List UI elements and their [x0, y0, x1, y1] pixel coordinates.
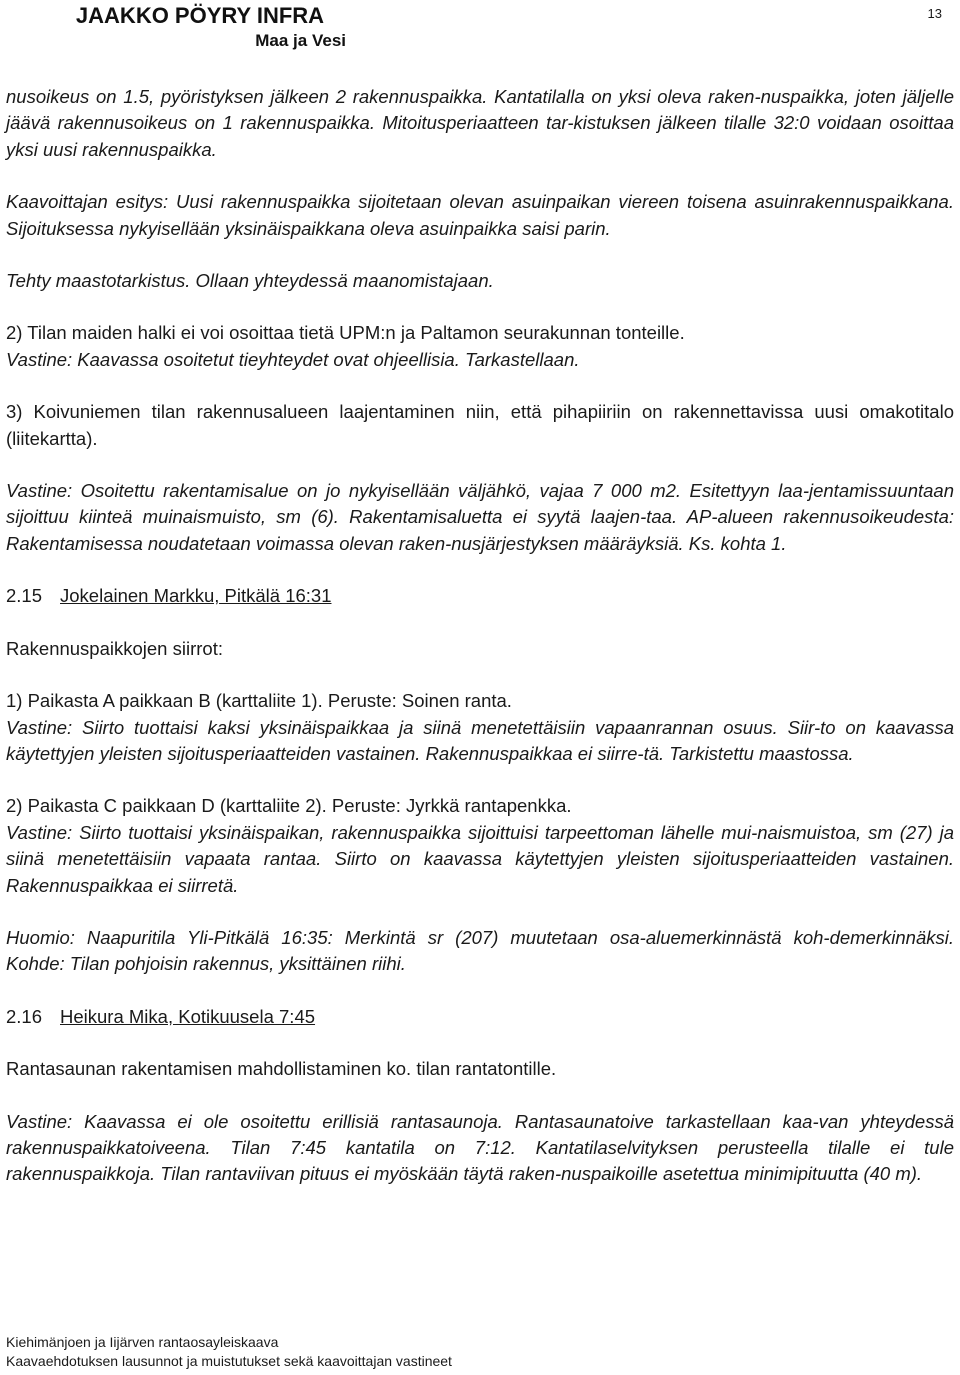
section-number: 2.15: [6, 585, 43, 607]
paragraph: Vastine: Kaavassa ei ole osoitettu erillisiä rantasaunoja. Rantasaunatoive tarkastellaan kaa-van yhteydessä rakennuspaikkatoiveena. Tilan 7:45 kantatila on 7:12. Kantatilaselvityksen perusteella tilalle ei tule rakennuspaikkoja. Tilan rantaviivan pituus ei myöskään täytä raken-nuspaikoille asetettua minimipituutta (40 m).: [6, 1110, 954, 1185]
document-body: [6, 84, 954, 1188]
section-title: Jokelainen Markku, Pitkälä 16:31: [60, 585, 332, 607]
page-number: 13: [927, 6, 942, 21]
section-title: Heikura Mika, Kotikuusela 7:45: [60, 1005, 316, 1027]
paragraph: Vastine: Osoitettu rakentamisalue on jo nykyisellään väljähkö, vajaa 7 000 m2. Esitettyyn laa-jentamissuuntaan sijoittuu kiinteä muinaismuisto, sm (6). Rakentamisaluetta ei syytä laajen-taa. AP-alueen rakennusoikeudesta: Rakentamisessa noudatetaan voimassa olevan raken-nusjärjestyksen määräyksiä. Ks. kohta 1.: [6, 480, 954, 554]
paragraph: Kaavoittajan esitys: Uusi rakennuspaikka sijoitetaan olevan asuinpaikan viereen toisena asuinrakennuspaikkana. Sijoituksessa nykyisellään yksinäispaikkana oleva asuinpaikka saisi parin.: [6, 191, 954, 239]
paragraph: 2) Tilan maiden halki ei voi osoittaa tietä UPM:n ja Paltamon seurakunnan tonteille.: [6, 322, 685, 344]
paragraph: 1) Paikasta A paikkaan B (karttaliite 1). Peruste: Soinen ranta.: [6, 690, 512, 712]
paragraph: Rantasaunan rakentamisen mahdollistaminen ko. tilan rantatontille.: [6, 1058, 557, 1080]
section-heading: [6, 1004, 954, 1030]
paragraph: 2) Paikasta C paikkaan D (karttaliite 2). Peruste: Jyrkkä rantapenkka.: [6, 795, 572, 817]
paragraph: Vastine: Siirto tuottaisi kaksi yksinäispaikkaa ja siinä menetettäisiin vapaanrannan osuus. Siir-to on kaavassa käytettyjen yleisten sijoitusperiaatteiden vastainen. Rakennuspaikkaa ei siirre-tä. Tarkistettu maastossa.: [6, 716, 954, 764]
company-logo: [40, 2, 360, 50]
paragraph: Tehty maastotarkistus. Ollaan yhteydessä maanomistajaan.: [6, 270, 494, 292]
footer-line: Kiehimänjoen ja Iijärven rantaosayleiskaava: [6, 1334, 279, 1350]
logo-line1: JAAKKO PÖYRY INFRA: [75, 3, 325, 28]
company-logo-graphic: [40, 2, 360, 50]
paragraph: nusoikeus on 1.5, pyöristyksen jälkeen 2 rakennuspaikka. Kantatilalla on yksi oleva raken-nuspaikka, joten jäljelle jäävä rakennusoikeus on 1 rakennuspaikka. Mitoitusperiaatteen tar-kistuksen jälkeen tilalle 32:0 voidaan osoittaa yksi uusi rakennuspaikka.: [6, 86, 954, 160]
paragraph: 3) Koivuniemen tilan rakennusalueen laajentaminen niin, että pihapiiriin on rakennettavissa uusi omakotitalo (liitekartta).: [6, 401, 954, 449]
section-heading: [6, 583, 954, 609]
paragraph: Vastine: Siirto tuottaisi yksinäispaikan, rakennuspaikka sijoittuisi tarpeettoman lähelle mui-naismuistoa, sm (27) ja siinä menetettäisiin vapaata rantaa. Siirto on kaavassa käytettyjen yleisten sijoitusperiaatteiden vastainen. Rakennuspaikkaa ei siirretä.: [6, 821, 954, 896]
logo-line2: Maa ja Vesi: [255, 31, 346, 50]
footer-line: Kaavaehdotuksen lausunnot ja muistutukset sekä kaavoittajan vastineet: [6, 1353, 452, 1369]
paragraph: Vastine: Kaavassa osoitetut tieyhteydet ovat ohjeellisia. Tarkastellaan.: [6, 348, 580, 370]
page-footer: [6, 1333, 452, 1371]
section-number: 2.16: [6, 1005, 43, 1027]
paragraph: Rakennuspaikkojen siirrot:: [6, 637, 223, 659]
paragraph: Huomio: Naapuritila Yli-Pitkälä 16:35: Merkintä sr (207) muutetaan osa-aluemerkinnästä koh-demerkinnäksi. Kohde: Tilan pohjoisin rakennus, yksittäinen riihi.: [6, 926, 954, 975]
